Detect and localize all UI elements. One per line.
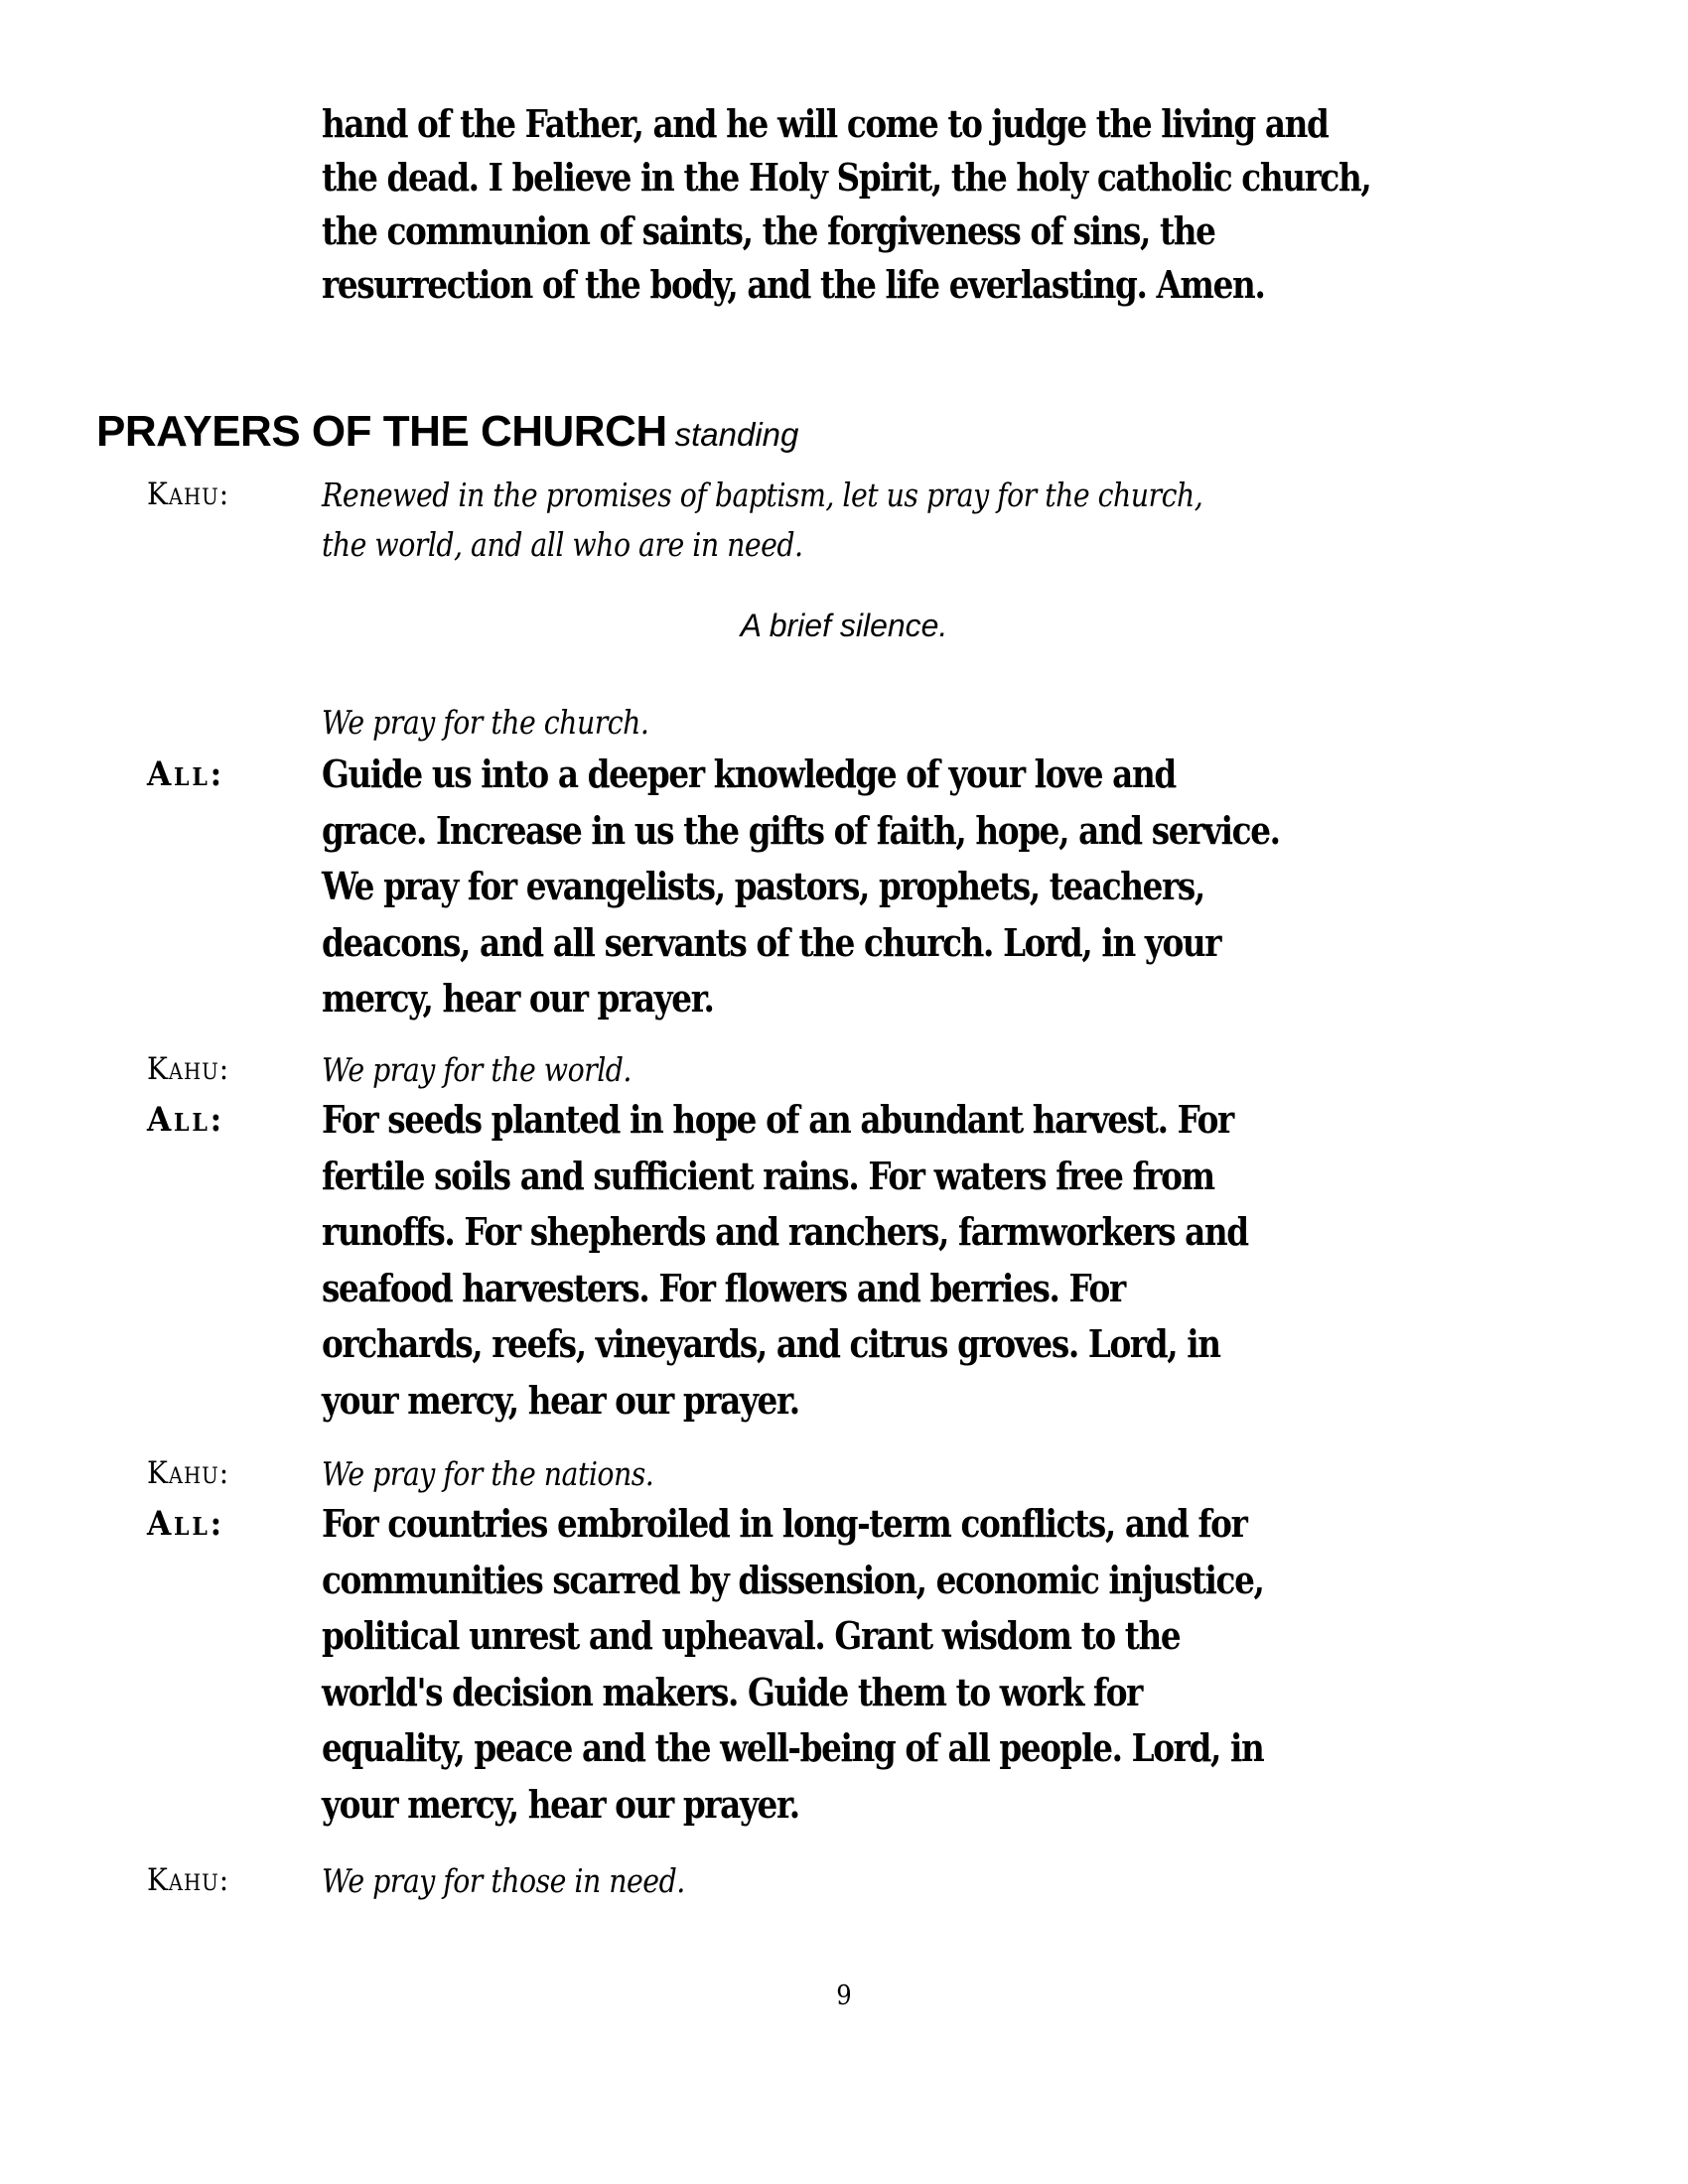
- text-line: world's decision makers. Guide them to work for: [322, 1669, 1143, 1714]
- text-line: Renewed in the promises of baptism, let us pray for the church,: [322, 476, 1203, 514]
- text-line: We pray for the church.: [322, 703, 649, 742]
- speaker-label-leader: Kahu:: [147, 1862, 229, 1898]
- leader-text: [322, 471, 1202, 570]
- people-text: [322, 1496, 1263, 1833]
- creed-line: the communion of saints, the forgiveness of sins, the: [322, 208, 1215, 253]
- text-line: fertile soils and sufficient rains. For waters free from: [322, 1153, 1214, 1198]
- creed-line: resurrection of the body, and the life everlasting. Amen.: [322, 262, 1265, 307]
- text-line: seafood harvesters. For flowers and berries. For: [322, 1265, 1125, 1310]
- text-line: We pray for the nations.: [322, 1454, 654, 1493]
- silence-rubric: [0, 608, 1688, 644]
- text-line: mercy, hear our prayer.: [322, 976, 714, 1021]
- text-line: We pray for the world.: [322, 1050, 632, 1089]
- text-line: communities scarred by dissension, economic injustice,: [322, 1557, 1264, 1602]
- text-line: deacons, and all servants of the church. Lord, in your: [322, 919, 1221, 965]
- section-heading: [96, 407, 798, 457]
- page-number: 9: [836, 1980, 852, 2011]
- text-line: your mercy, hear our prayer.: [322, 1781, 799, 1827]
- text-line: runoffs. For shepherds and ranchers, farmworkers and: [322, 1209, 1248, 1254]
- rubric-text: A brief silence.: [740, 608, 948, 643]
- speaker-label-people: All:: [147, 1100, 224, 1140]
- speaker-label-leader: Kahu:: [147, 477, 229, 512]
- leader-text: [322, 1449, 653, 1499]
- people-text: [322, 1092, 1248, 1429]
- speaker-label-leader: Kahu:: [147, 1455, 229, 1491]
- posture-note: standing: [674, 416, 799, 453]
- leader-text: [322, 1856, 685, 1906]
- text-line: grace. Increase in us the gifts of faith, hope, and service.: [322, 807, 1280, 853]
- speaker-label-people: All:: [147, 1504, 224, 1544]
- text-line: For countries embroiled in long-term conflicts, and for: [322, 1501, 1247, 1546]
- text-line: orchards, reefs, vineyards, and citrus groves. Lord, in: [322, 1321, 1220, 1366]
- creed-line: hand of the Father, and he will come to judge the living and: [322, 101, 1329, 146]
- speaker-label-leader: Kahu:: [147, 1051, 229, 1087]
- section-title: PRAYERS OF THE CHURCH: [96, 407, 667, 456]
- text-line: For seeds planted in hope of an abundant harvest. For: [322, 1097, 1233, 1142]
- text-line: We pray for those in need.: [322, 1861, 685, 1900]
- text-line: equality, peace and the well-being of all people. Lord, in: [322, 1725, 1264, 1770]
- text-line: political unrest and upheaval. Grant wisdom to the: [322, 1613, 1181, 1658]
- creed-line: the dead. I believe in the Holy Spirit, the holy catholic church,: [322, 155, 1371, 200]
- speaker-label-people: All:: [147, 754, 224, 794]
- text-line: your mercy, hear our prayer.: [322, 1377, 799, 1423]
- text-line: We pray for evangelists, pastors, prophets, teachers,: [322, 864, 1204, 908]
- leader-text: [322, 698, 648, 748]
- leader-text: [322, 1045, 632, 1095]
- people-text: [322, 747, 1280, 1027]
- creed-continuation: [322, 97, 1432, 312]
- text-line: the world, and all who are in need.: [322, 525, 803, 564]
- text-line: Guide us into a deeper knowledge of your love and: [322, 751, 1176, 796]
